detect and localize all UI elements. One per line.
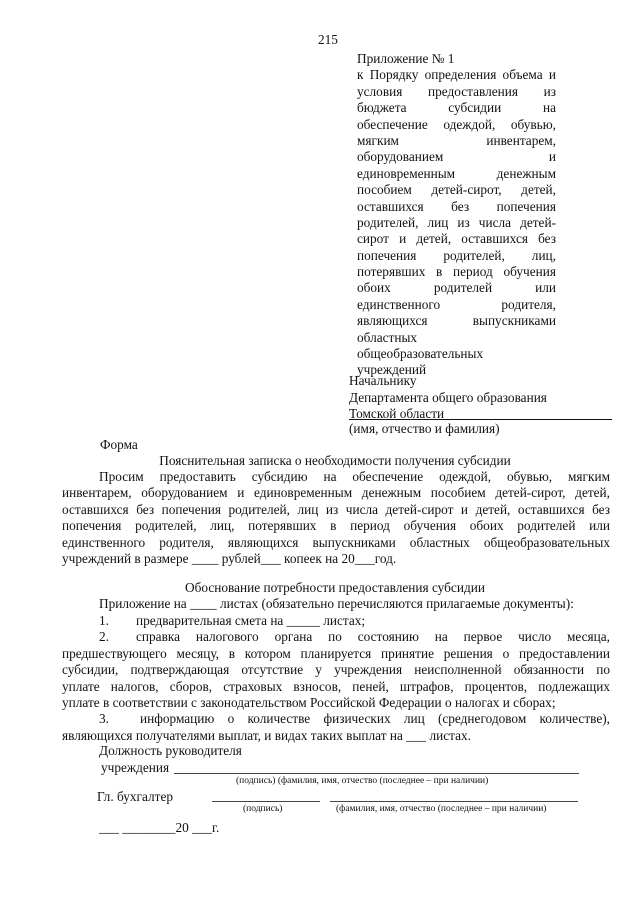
- page-number: 215: [318, 32, 338, 47]
- addressee-line: Томской области: [349, 406, 445, 422]
- appendix-line: пособием детей-сирот, детей,: [357, 182, 556, 198]
- appendix-line: сирот и детей, оставшихся без: [357, 231, 556, 247]
- appendix-line: общеобразовательных: [357, 346, 484, 362]
- appendix-line: учреждений: [357, 362, 427, 378]
- form-label: Форма: [100, 437, 138, 452]
- accountant-label: Гл. бухгалтер: [97, 789, 173, 804]
- item-text: [136, 629, 610, 645]
- item-line: предшествующего месяцу, в котором планируется принятие решения о предоставлении: [62, 646, 610, 661]
- addressee-underline: [349, 419, 612, 420]
- appendix-line: оборудованием и: [357, 149, 556, 165]
- accountant-signature-caption: (подпись): [243, 804, 283, 814]
- paragraph-line: учреждений в размере ____ рублей___ копеек на 20___год.: [62, 550, 397, 566]
- appendix-line: являющихся выпускниками: [357, 313, 556, 329]
- item-number: 3.: [99, 711, 109, 726]
- appendix-line: единовременным денежным: [357, 165, 556, 181]
- addressee-line: Начальнику: [349, 373, 417, 388]
- appendix-line: единственного родителя,: [357, 296, 556, 312]
- appendix-line: попечения родителей, лиц,: [357, 247, 556, 263]
- head-signature-line[interactable]: [174, 773, 579, 774]
- paragraph-line: Просим предоставить субсидию на обеспечение одеждой, обувью, мягким: [99, 469, 610, 484]
- paragraph-line: единственного родителя, являющихся выпускниками областных общеобразовательных: [62, 534, 610, 550]
- date-line: ___ ________20 ___г.: [99, 820, 220, 835]
- paragraph-line: попечения родителей, лиц, потерявших в период обучения обоих родителей или: [62, 518, 610, 534]
- appendix-block: [357, 51, 556, 379]
- item-text-continued: [62, 646, 610, 712]
- item-line: уплате в соответствии с законодательством Российской Федерации о налогах и сборах;: [62, 695, 556, 711]
- item-number: 2.: [99, 629, 109, 644]
- note-title-text: Пояснительная записка о необходимости получения субсидии: [159, 453, 511, 468]
- accountant-name-caption: (фамилия, имя, отчество (последнее – при наличии): [336, 804, 547, 814]
- item-line: справка налогового органа по состоянию на первое число месяца,: [136, 629, 610, 644]
- appendix-line: к Порядку определения объема и: [357, 67, 556, 83]
- head-position-label: Должность руководителя: [99, 743, 242, 758]
- appendix-line: мягким инвентарем,: [357, 132, 556, 148]
- appendix-line: бюджета субсидии на: [357, 100, 556, 116]
- appendix-line: Приложение № 1: [357, 51, 455, 66]
- appendix-line: оставшихся без попечения: [357, 198, 556, 214]
- item-line: информацию о количестве физических лиц (среднегодовом количестве),: [140, 711, 610, 726]
- item-number: 1.: [99, 613, 109, 628]
- accountant-name-line[interactable]: [330, 801, 578, 802]
- justification-title: [0, 580, 640, 596]
- item-line: являющихся получателями выплат, и видах таких выплат на ___ листах.: [62, 728, 471, 743]
- attachment-line: Приложение на ____ листах (обязательно перечисляются прилагаемые документы):: [99, 596, 574, 611]
- head-institution-label: учреждения: [101, 760, 170, 775]
- appendix-line: обоих родителей или: [357, 280, 556, 296]
- appendix-line: потерявших в период обучения: [357, 264, 556, 280]
- appendix-line: обеспечение одеждой, обувью,: [357, 116, 556, 132]
- addressee-hint: (имя, отчество и фамилия): [349, 421, 500, 436]
- head-signature-caption: (подпись) (фамилия, имя, отчество (последнее – при наличии): [236, 776, 489, 786]
- accountant-signature-line[interactable]: [212, 801, 320, 802]
- addressee-line: Департамента общего образования: [349, 389, 547, 405]
- paragraph-line: инвентарем, оборудованием и единовременным денежным пособием детей-сирот, детей,: [62, 485, 610, 501]
- justification-title-text: Обоснование потребности предоставления субсидии: [185, 580, 485, 595]
- item-text-continued: [62, 728, 610, 744]
- addressee-block: [349, 373, 609, 423]
- request-paragraph: [62, 469, 610, 567]
- item-text: предварительная смета на _____ листах;: [136, 613, 366, 628]
- paragraph-line: оставшихся без попечения родителей, лиц из числа детей-сирот и детей, оставшихся без: [62, 501, 610, 517]
- note-title: [0, 453, 640, 469]
- appendix-line: областных: [357, 329, 418, 345]
- item-text: [140, 711, 610, 727]
- item-line: уплате налогов, сборов, страховых взносов, пеней, штрафов, процентов, подлежащих: [62, 678, 610, 694]
- appendix-line: родителей, лиц из числа детей-: [357, 214, 556, 230]
- appendix-line: условия предоставления из: [357, 83, 556, 99]
- item-line: субсидии, подтверждающая отсутствие у учреждения неисполненной обязанности по: [62, 662, 610, 678]
